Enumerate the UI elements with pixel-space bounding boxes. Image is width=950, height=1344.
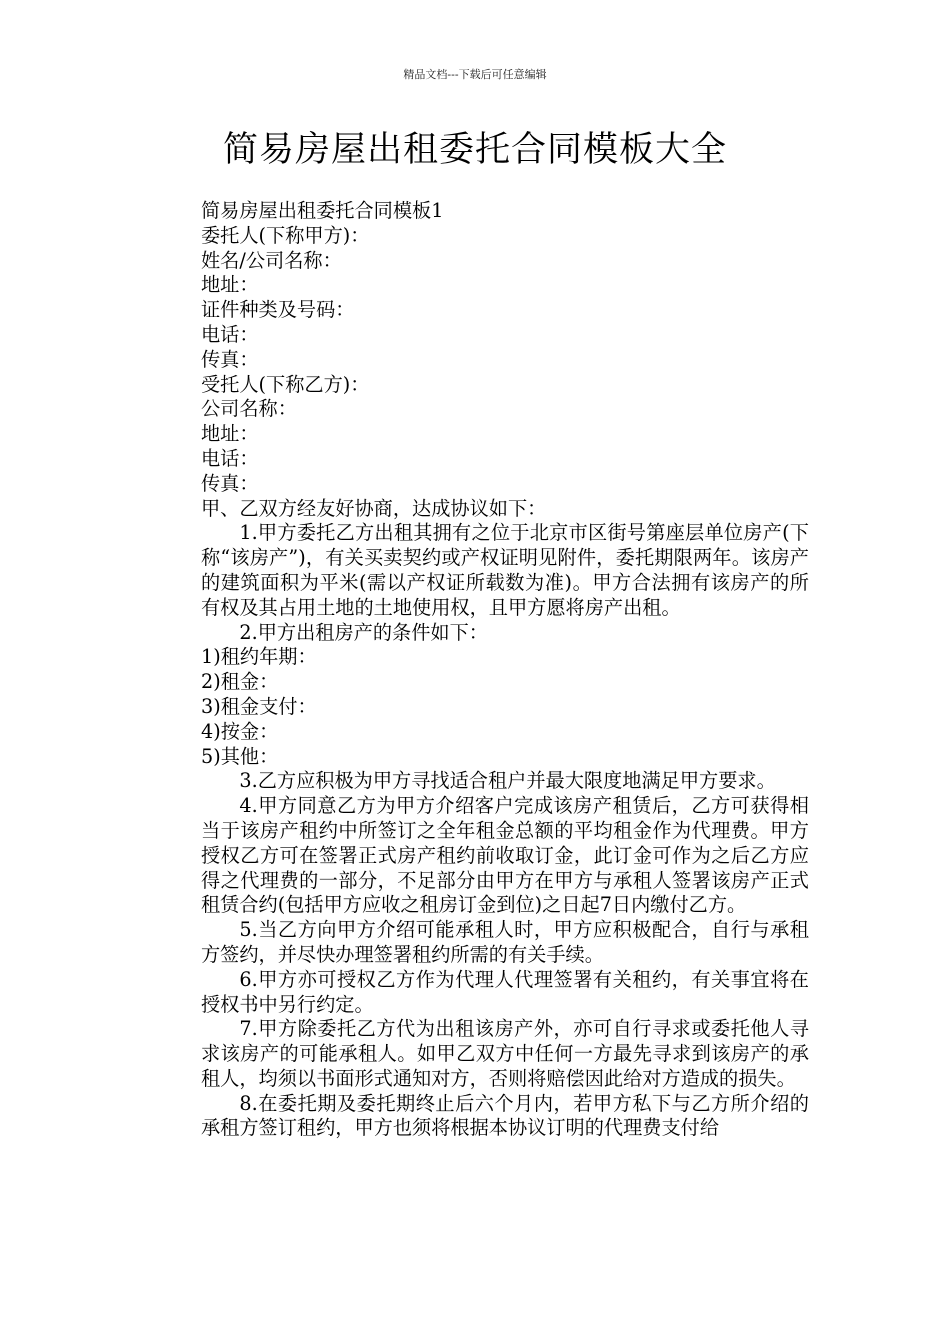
client-phone-field: 电话： xyxy=(201,322,259,346)
agent-address-field: 地址： xyxy=(201,422,259,446)
page-header: 精品文档---下载后可任意编辑 xyxy=(403,68,547,81)
document-title: 简易房屋出租委托合同模板大全 xyxy=(222,130,727,170)
document-body xyxy=(201,199,809,1141)
clause-8: 8.在委托期及委托期终止后六个月内，若甲方私下与乙方所介绍的承租方签订租约，甲方也须将根据本协议订明的代理费支付给 xyxy=(201,1091,809,1140)
clause-6: 6.甲方亦可授权乙方作为代理人代理签署有关租约，有关事宜将在授权书中另行约定。 xyxy=(201,967,809,1016)
clause-1: 1.甲方委托乙方出租其拥有之位于北京市区街号第座层单位房产(下称“该房产”)，有关买卖契约或产权证明见附件，委托期限两年。该房产的建筑面积为平米(需以产权证所载数为准)。甲方合法拥有该房产的所有权及其占用土地的土地使用权，且甲方愿将房产出租。 xyxy=(201,521,809,619)
condition-item: 4)按金： xyxy=(201,719,279,743)
client-name-field: 姓名/公司名称： xyxy=(201,248,342,272)
client-label: 委托人(下称甲方)： xyxy=(201,223,370,247)
condition-item: 3)租金支付： xyxy=(201,694,317,718)
agent-phone-field: 电话： xyxy=(201,446,259,470)
agent-fax-field: 传真： xyxy=(201,471,259,495)
agent-company-field: 公司名称： xyxy=(201,397,297,421)
agent-label: 受托人(下称乙方)： xyxy=(201,372,370,396)
condition-item: 2)租金： xyxy=(201,670,279,694)
condition-item: 1)租约年期： xyxy=(201,645,317,669)
agreement-intro: 甲、乙双方经友好协商，达成协议如下： xyxy=(201,496,547,520)
client-fax-field: 传真： xyxy=(201,347,259,371)
clause-4: 4.甲方同意乙方为甲方介绍客户完成该房产租赁后，乙方可获得相当于该房产租约中所签订之全年租金总额的平均租金作为代理费。甲方授权乙方可在签署正式房产租约前收取订金，此订金可作为之后乙方应得之代理费的一部分，不足部分由甲方在甲方与承租人签署该房产正式租赁合约(包括甲方应收之租房订金到位)之日起7日内缴付乙方。 xyxy=(201,794,809,917)
clause-2: 2.甲方出租房产的条件如下： xyxy=(239,620,488,644)
condition-item: 5)其他： xyxy=(201,744,279,768)
clause-7: 7.甲方除委托乙方代为出租该房产外，亦可自行寻求或委托他人寻求该房产的可能承租人。如甲乙双方中任何一方最先寻求到该房产的承租人，均须以书面形式通知对方，否则将赔偿因此给对方造成的损失。 xyxy=(201,1017,809,1090)
clause-5: 5.当乙方向甲方介绍可能承租人时，甲方应积极配合，自行与承租方签约，并尽快办理签署租约所需的有关手续。 xyxy=(201,918,809,966)
subtitle-line: 简易房屋出租委托合同模板1 xyxy=(201,199,444,222)
clause-3: 3.乙方应积极为甲方寻找适合租户并最大限度地满足甲方要求。 xyxy=(239,769,776,793)
client-id-field: 证件种类及号码： xyxy=(201,298,355,322)
client-address-field: 地址： xyxy=(201,273,259,297)
